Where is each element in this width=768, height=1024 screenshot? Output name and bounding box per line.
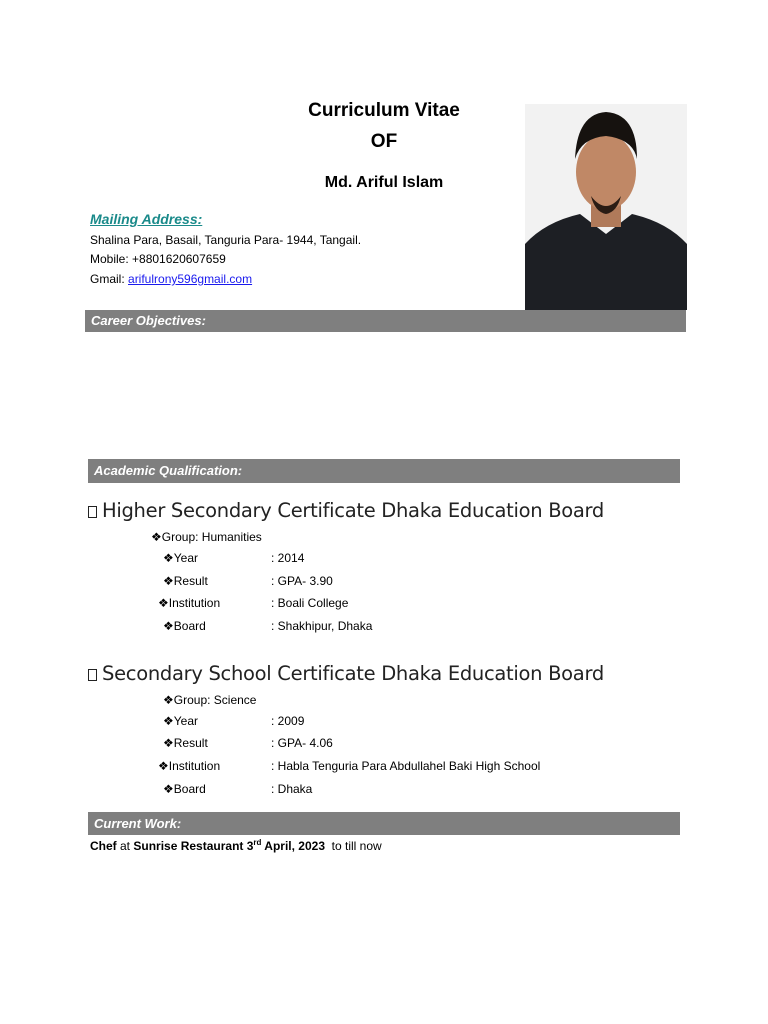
gmail-line (90, 272, 252, 286)
start-date-text: April, 2023 (261, 839, 325, 853)
ssc-institution-label: ❖Institution (158, 759, 221, 773)
hsc-result-value: : GPA- 3.90 (271, 574, 333, 588)
current-work-bar: Current Work: (88, 812, 680, 835)
ssc-heading (88, 662, 604, 685)
ssc-result-label: ❖Result (163, 736, 208, 750)
diamond-bullet-icon: ❖ (163, 619, 174, 633)
ssc-result-value: : GPA- 4.06 (271, 736, 333, 750)
gmail-label: Gmail: (90, 272, 125, 286)
role-text: Chef (90, 839, 117, 853)
cv-title-of: OF (370, 131, 398, 152)
diamond-bullet-icon: ❖ (163, 736, 174, 750)
diamond-bullet-icon: ❖ (163, 693, 174, 707)
hsc-institution-label: ❖Institution (158, 596, 221, 610)
diamond-bullet-icon: ❖ (151, 530, 162, 544)
ssc-board-label: ❖Board (163, 782, 206, 796)
date-suffix: rd (253, 838, 262, 847)
hsc-institution-value: : Boali College (271, 596, 349, 610)
checkbox-icon (88, 506, 97, 518)
gmail-link[interactable]: arifulrony596gmail.com (128, 272, 253, 286)
diamond-bullet-icon: ❖ (163, 574, 174, 588)
ssc-group: ❖Group: Science (163, 693, 257, 707)
ssc-title: Secondary School Certificate Dhaka Education Board (102, 662, 604, 685)
current-work-line (90, 838, 382, 853)
hsc-result-label: ❖Result (163, 574, 208, 588)
hsc-board-label: ❖Board (163, 619, 206, 633)
profile-photo (525, 104, 687, 310)
diamond-bullet-icon: ❖ (158, 759, 169, 773)
hsc-title: Higher Secondary Certificate Dhaka Education Board (102, 499, 604, 522)
duration-text: to till now (325, 839, 382, 853)
diamond-bullet-icon: ❖ (158, 596, 169, 610)
ssc-year-label: ❖Year (163, 714, 199, 728)
hsc-year-label: ❖Year (163, 551, 199, 565)
ssc-details (151, 693, 651, 803)
hsc-group: ❖Group: Humanities (151, 530, 262, 544)
mailing-address-heading: Mailing Address: (90, 211, 203, 227)
ssc-board-value: : Dhaka (271, 782, 313, 796)
mobile-text: Mobile: +8801620607659 (90, 252, 226, 266)
checkbox-icon (88, 669, 97, 681)
hsc-year-value: : 2014 (271, 551, 305, 565)
hsc-details (151, 530, 651, 640)
diamond-bullet-icon: ❖ (163, 782, 174, 796)
address-text: Shalina Para, Basail, Tanguria Para- 1944, Tangail. (90, 233, 362, 247)
diamond-bullet-icon: ❖ (163, 714, 174, 728)
cv-title: Curriculum Vitae (308, 100, 460, 121)
diamond-bullet-icon: ❖ (163, 551, 174, 565)
academic-qualification-bar: Academic Qualification: (88, 459, 680, 483)
career-objectives-bar: Career Objectives: (85, 310, 686, 332)
person-name: Md. Ariful Islam (324, 174, 444, 191)
at-text: at (116, 839, 134, 853)
ssc-year-value: : 2009 (271, 714, 305, 728)
hsc-heading (88, 499, 604, 522)
workplace-text: Sunrise Restaurant 3 (133, 839, 254, 853)
ssc-institution-value: : Habla Tenguria Para Abdullahel Baki High School (271, 759, 541, 773)
hsc-board-value: : Shakhipur, Dhaka (271, 619, 373, 633)
